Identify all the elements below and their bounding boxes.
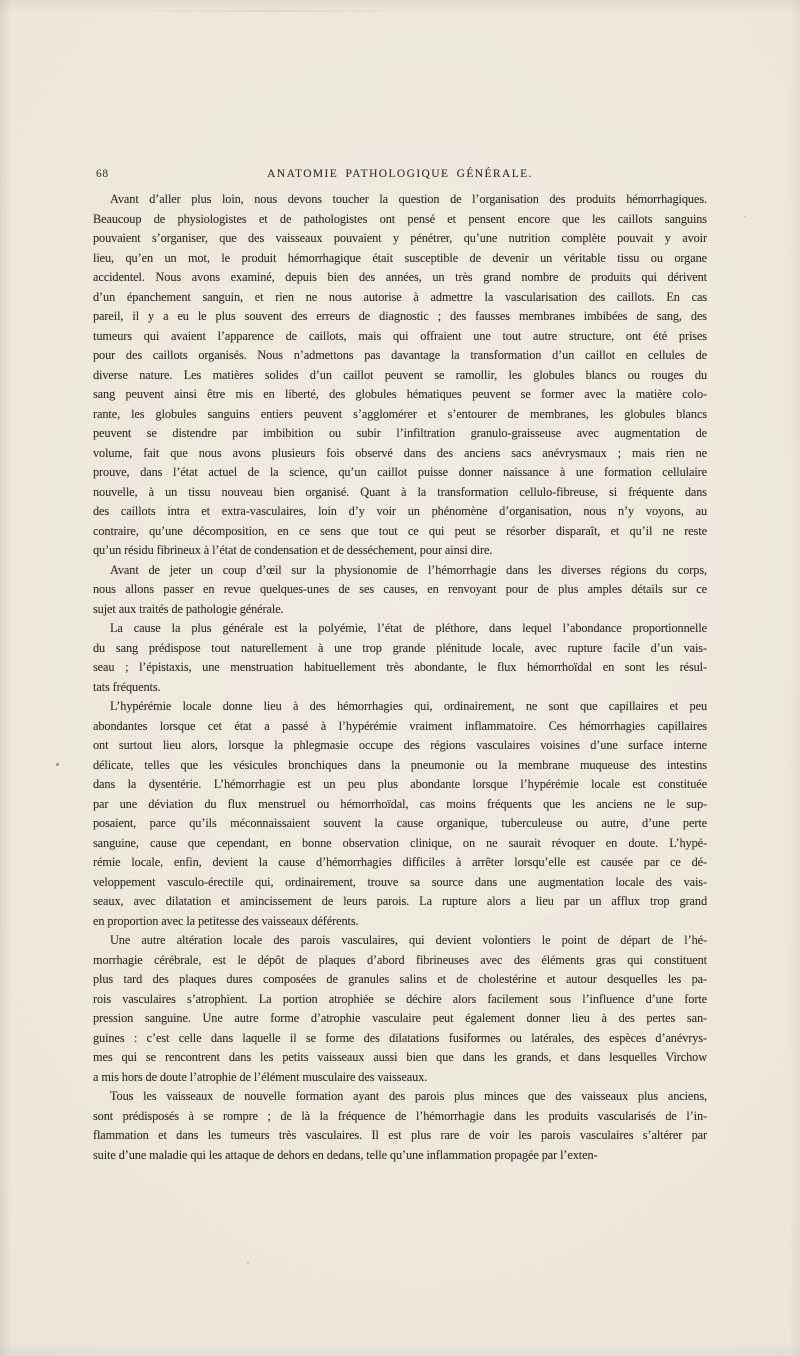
text-line: rois vasculaires s’atrophient. La portion atrophiée se déchire alors facilement sous l’influence d’une forte bbox=[93, 991, 707, 1006]
page-edge-shadow-top bbox=[0, 0, 800, 16]
text-line: pour des caillots organisés. Nous n’admettons pas davantage la transformation d’un caillot en cellules de bbox=[93, 348, 707, 362]
text-line: plus tard des plaques dures composées de granules salins et de cholestérine et autour desquelles les pa- bbox=[93, 972, 707, 986]
text-line: pouvaient s’organiser, que des vaisseaux pouvaient y pénétrer, qu’une nutrition complète pouvait y avoir bbox=[93, 231, 707, 245]
text-line: pareil, il y a eu le plus souvent des erreurs de diagnostic ; des fausses membranes imbibées de sang, des bbox=[93, 309, 707, 323]
dust-speck bbox=[744, 216, 746, 218]
text-line: accidentel. Nous avons examiné, depuis bien des années, un très grand nombre de produits qui dérivent bbox=[93, 270, 707, 284]
paragraph bbox=[93, 697, 707, 931]
text-line: La cause la plus générale est la polyémie, l’état de pléthore, dans lequel l’abondance proportionnelle bbox=[110, 621, 707, 635]
page-edge-shadow-right bbox=[790, 0, 800, 1356]
text-line: des caillots intra et extra-vasculaires, loin d’y voir un phénomène d’organisation, nous n’y voyons, au bbox=[93, 504, 707, 518]
text-line: morrhagie cérébrale, est le dépôt de plaques d’abord fibrineuses avec des éléments gras qui constituent bbox=[93, 952, 707, 967]
page-number: 68 bbox=[96, 168, 109, 180]
text-line: volume, fait que nous avons plusieurs fois observé dans des anciens sacs anévrysmaux ; mais rien ne bbox=[93, 445, 707, 460]
text-line: flammation et dans les tumeurs très vasculaires. Il est plus rare de voir les parois vasculaires s’altérer par bbox=[93, 1128, 707, 1142]
text-line: Une autre altération locale des parois vasculaires, qui devient volontiers le point de départ de l’hé- bbox=[110, 933, 707, 947]
text-line: suite d’une maladie qui les attaque de dehors en dedans, telle qu’une inflammation propagée par l’exten- bbox=[93, 1147, 598, 1162]
text-block bbox=[93, 166, 707, 1165]
text-line: délicate, telles que les vésicules bronchiques dans la pneumonie ou la membrane muqueuse des intestins bbox=[93, 757, 707, 772]
text-line: sujet aux traités de pathologie générale. bbox=[93, 601, 284, 616]
scan-crease bbox=[64, 9, 480, 13]
text-line: sont prédisposés à se rompre ; de là la fréquence de l’hémorrhagie dans les produits vascularisés de l’in- bbox=[93, 1108, 707, 1123]
text-line: Avant d’aller plus loin, nous devons toucher la question de l’organisation des produits hémorrhagiques. bbox=[110, 192, 707, 206]
text-line: lieu, qu’en un mot, le produit hémorrhagique était susceptible de devenir un véritable tissu ou organe bbox=[93, 250, 707, 265]
text-line: rémie locale, enfin, devient la cause d’hémorrhagies difficiles à arrêter lorsqu’elle est causée par ce dé- bbox=[93, 855, 707, 869]
text-line: guines : c’est celle dans laquelle il se forme des dilatations fusiformes ou latérales, des espèces d’anévrys- bbox=[93, 1030, 707, 1045]
text-line: sanguine, cause que cependant, en bonne observation clinique, on ne saurait révoquer en doute. L’hypé- bbox=[93, 835, 707, 850]
page-edge-shadow-bottom bbox=[0, 1344, 800, 1356]
text-line: pression sanguine. Une autre forme d’atrophie vasculaire peut également donner lieu à des pertes san- bbox=[93, 1011, 707, 1025]
text-line: nous allons passer en revue quelques-unes de ses causes, en renvoyant pour de plus amples détails sur ce bbox=[93, 582, 707, 596]
text-line: tumeurs qui avaient l’apparence de caillots, mais qui offraient une tout autre structure, ont été prises bbox=[93, 328, 707, 343]
text-line: rante, les globules sanguins entiers peuvent s’agglomérer et s’entourer de membranes, les globules blancs bbox=[93, 406, 707, 421]
text-line: Tous les vaisseaux de nouvelle formation ayant des parois plus minces que des vaisseaux plus anciens, bbox=[110, 1089, 707, 1103]
text-line: seau ; l’épistaxis, une menstruation habituellement très abondante, le flux hémorrhoïdal en sont les résul- bbox=[93, 660, 707, 674]
text-line: sang peuvent ainsi être mis en liberté, des globules hématiques peuvent se former avec la matière colo- bbox=[93, 387, 707, 401]
page-header bbox=[93, 166, 707, 183]
text-line: qu’un résidu fibrineux à l’état de condensation et de desséchement, pour ainsi dire. bbox=[93, 543, 493, 557]
text-line: du sang prédispose tout naturellement à une trop grande plénitude locale, avec rupture facile d’un vais- bbox=[93, 640, 707, 655]
text-line: a mis hors de doute l’atrophie de l’élément musculaire des vaisseaux. bbox=[93, 1069, 428, 1084]
text-line: peuvent se distendre par imbibition ou subir l’infiltration granulo-graisseuse avec augmentation de bbox=[93, 426, 707, 440]
text-line: L’hypérémie locale donne lieu à des hémorrhagies qui, ordinairement, ne sont que capillaires et peu bbox=[110, 699, 707, 713]
paragraph bbox=[93, 190, 707, 561]
text-line: contraire, qu’une décomposition, en ce sens que tout ce qui peut se résorber disparaît, et qu’il ne reste bbox=[93, 523, 707, 538]
text-line: seaux, avec dilatation et amincissement de leurs parois. La rupture alors a lieu par un afflux trop grand bbox=[93, 894, 707, 908]
dust-speck bbox=[247, 1262, 249, 1264]
paragraph bbox=[93, 561, 707, 620]
text-line: Avant de jeter un coup d’œil sur la physionomie de l’hémorrhagie dans les diverses régions du corps, bbox=[110, 562, 707, 577]
text-line: veloppement vasculo-érectile qui, ordinairement, trouve sa source dans une augmentation locale des vais- bbox=[93, 874, 707, 889]
text-line: dans la dysentérie. L’hémorrhagie est un peu plus abondante lorsque l’hypérémie locale est constituée bbox=[93, 777, 707, 791]
text-line: abondantes lorsque cet état a passé à l’hypérémie vraiment inflammatoire. Ces hémorrhagies capillaires bbox=[93, 718, 707, 733]
text-line: par une déviation du flux menstruel ou hémorrhoïdal, cas moins fréquents que les anciens ne le sup- bbox=[93, 796, 707, 811]
text-line: diverse nature. Les matières solides d’un caillot peuvent se ramollir, les globules blancs ou rouges du bbox=[93, 367, 707, 382]
text-line: Beaucoup de physiologistes et de pathologistes ont pensé et pensent encore que les caillots sanguins bbox=[93, 211, 707, 226]
text-line: d’un épanchement sanguin, et rien ne nous autorise à admettre la vascularisation des caillots. En cas bbox=[93, 289, 707, 304]
running-title: ANATOMIE PATHOLOGIQUE GÉNÉRALE. bbox=[267, 168, 533, 180]
paragraph bbox=[93, 619, 707, 697]
text-line: nouvelle, à un tissu nouveau bien organisé. Quant à la transformation cellulo-fibreuse, si fréquente dans bbox=[93, 484, 707, 499]
text-line: prouve, dans l’état actuel de la science, qu’un caillot puisse donner naissance à une formation cellulaire bbox=[93, 465, 707, 479]
paragraph bbox=[93, 1087, 707, 1165]
page-edge-shadow-left bbox=[0, 0, 12, 1356]
text-line: posaient, parce qu’ils méconnaissaient souvent la cause organique, tuberculeuse ou autre, d’une perte bbox=[93, 816, 707, 830]
page-body bbox=[93, 190, 707, 1165]
text-line: tats fréquents. bbox=[93, 679, 161, 694]
text-line: mes qui se rencontrent dans les petits vaisseaux aussi bien que dans les grands, et dans lesquelles Virchow bbox=[93, 1050, 707, 1064]
paragraph bbox=[93, 931, 707, 1087]
dust-speck bbox=[56, 763, 59, 766]
text-line: en proportion avec la petitesse des vaisseaux déférents. bbox=[93, 913, 359, 928]
text-line: ont surtout lieu alors, lorsque la phlegmasie occupe des régions vasculaires voisines d’une surface interne bbox=[93, 738, 707, 752]
